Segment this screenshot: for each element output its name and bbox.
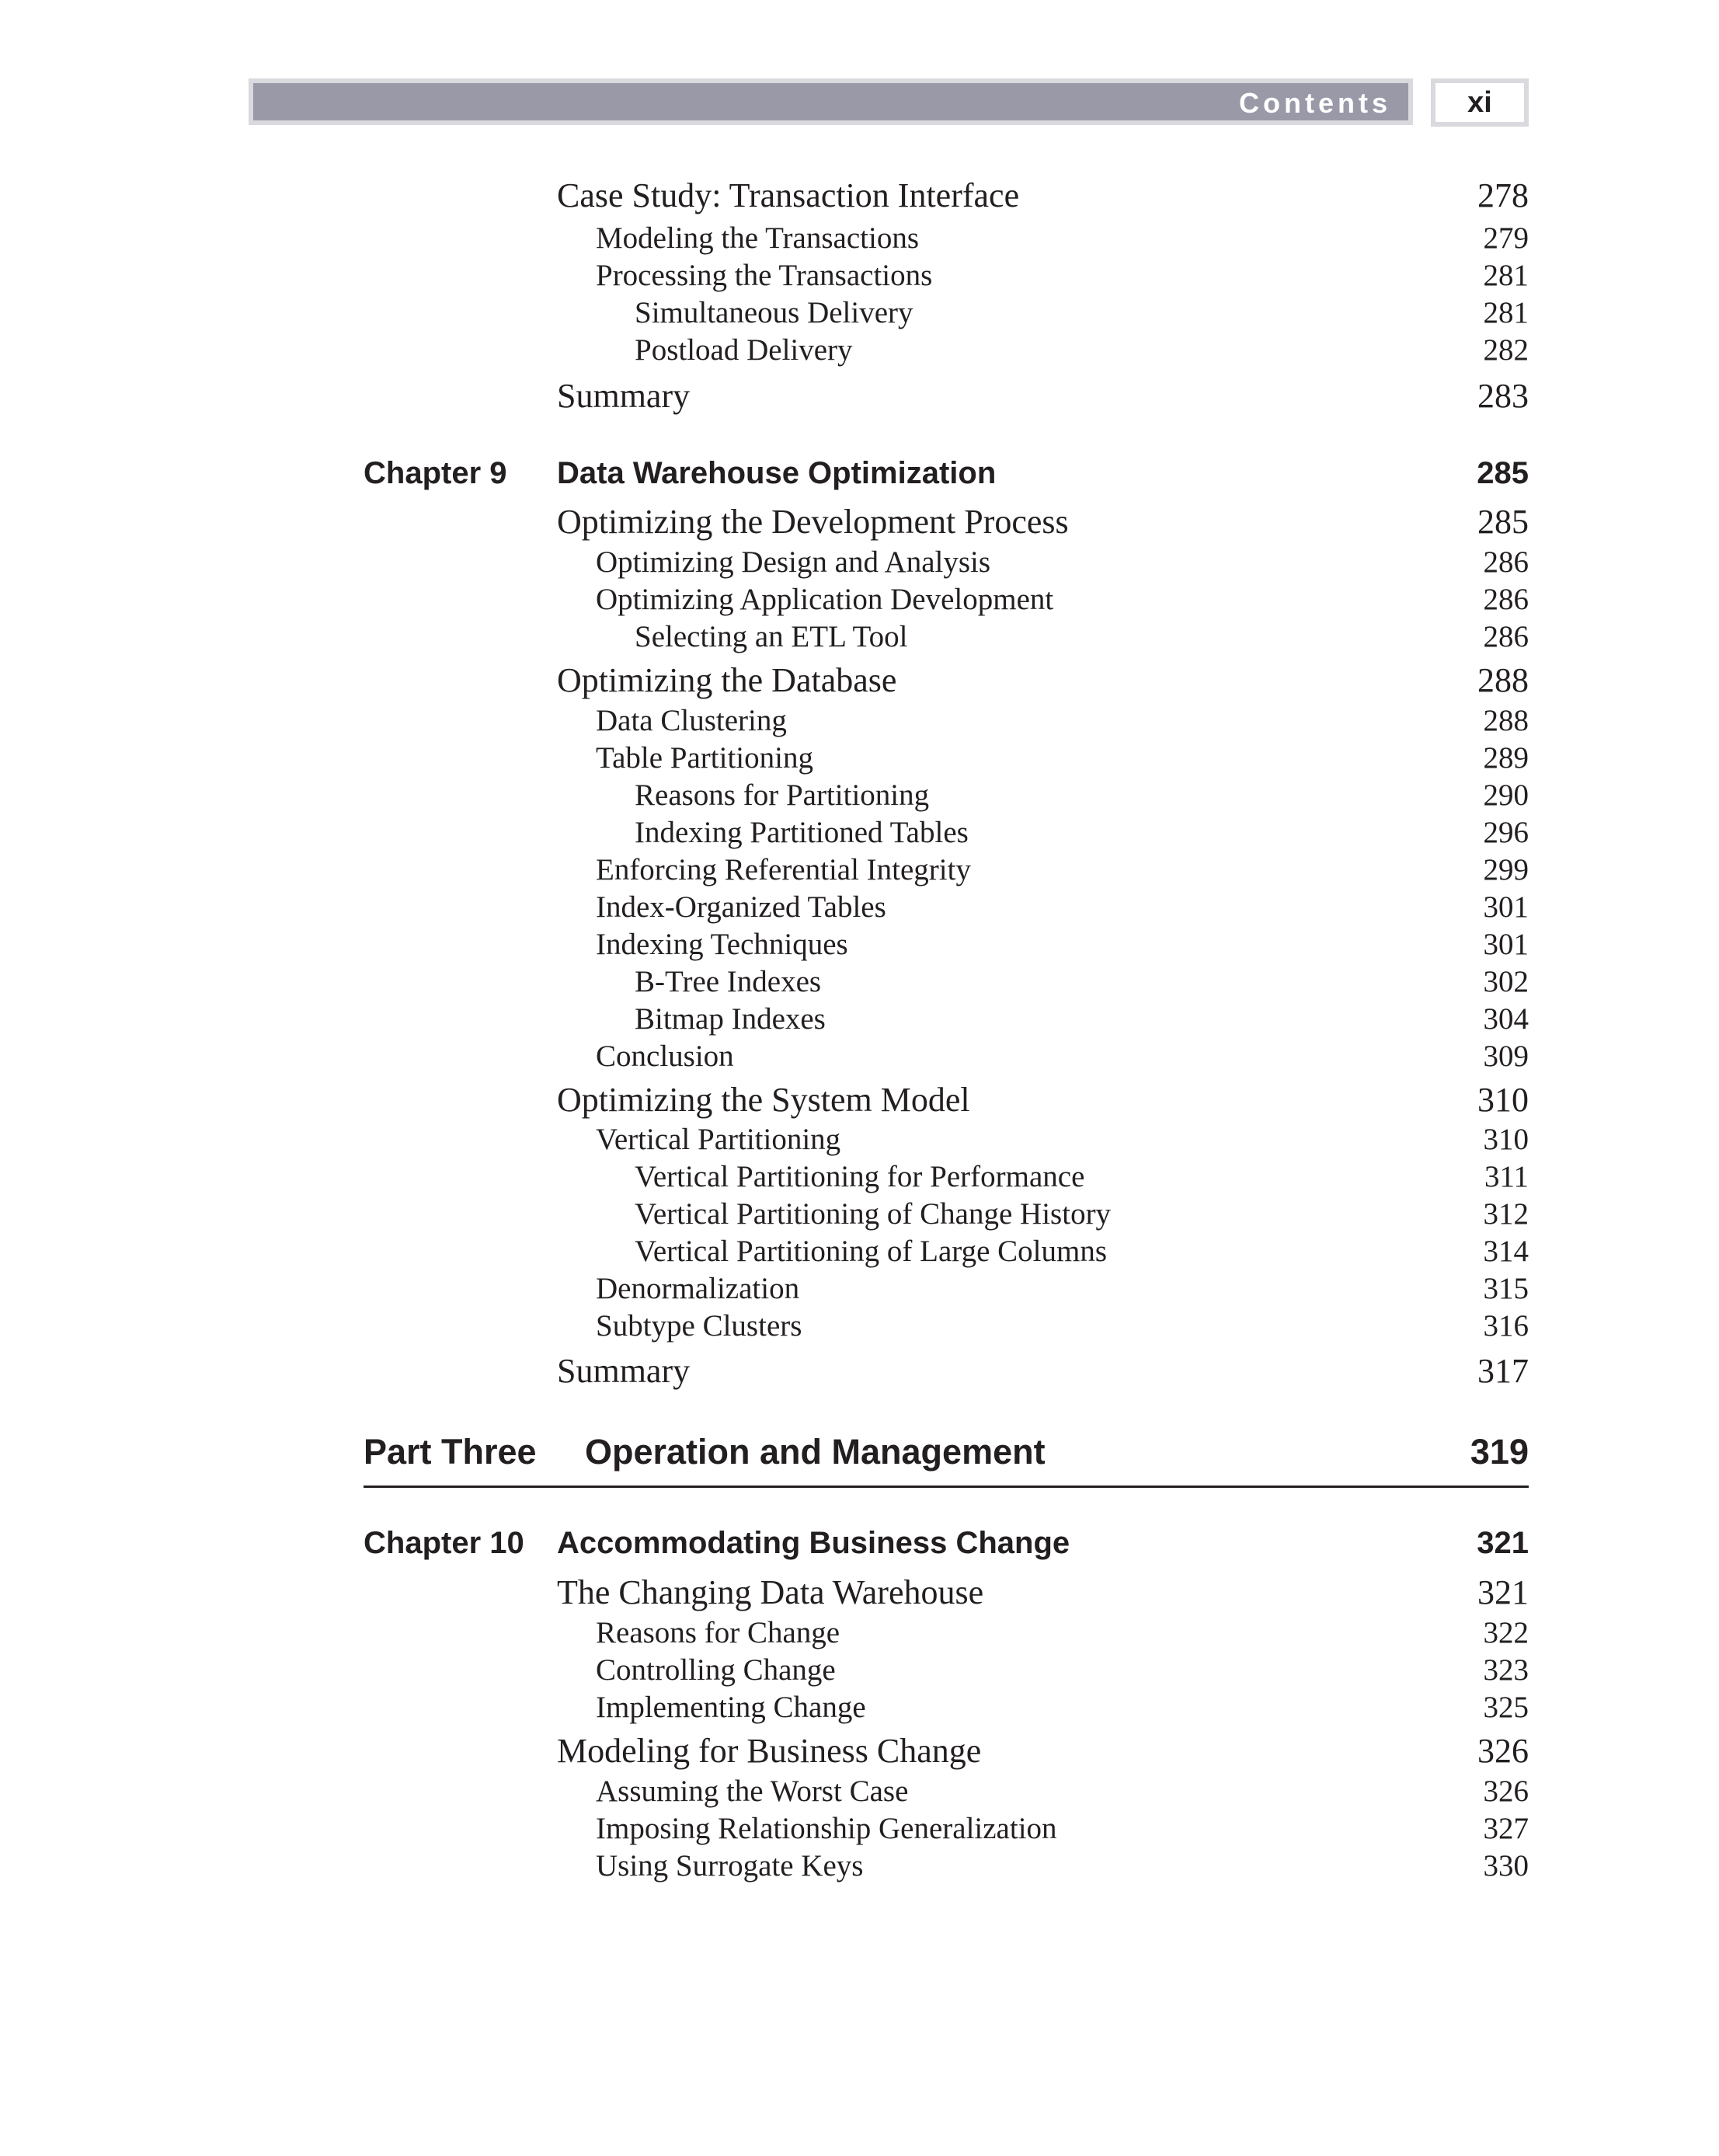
toc-entry-level-2[interactable]: [596, 1615, 1529, 1650]
toc-entry-page: 283: [1477, 377, 1529, 415]
toc-chapter-heading[interactable]: [557, 456, 1529, 491]
toc-entry-level-2[interactable]: [596, 1690, 1529, 1725]
toc-entry-title: Data Clustering: [596, 704, 787, 737]
toc-entry-title: Indexing Techniques: [596, 928, 848, 961]
toc-entry-title: Table Partitioning: [596, 741, 813, 775]
toc-entry-page: 281: [1483, 296, 1529, 329]
toc-entry-level-3[interactable]: [635, 1001, 1529, 1036]
toc-entry-page: 301: [1483, 890, 1529, 924]
toc-entry-level-3[interactable]: [635, 333, 1529, 367]
chapter-label: Chapter 10: [364, 1526, 524, 1560]
toc-entry-title: Subtype Clusters: [596, 1309, 802, 1343]
toc-entry-level-3[interactable]: [635, 815, 1529, 850]
toc-entry-title: Postload Delivery: [635, 333, 853, 367]
toc-entry-page: 282: [1483, 333, 1529, 367]
toc-entry-level-3[interactable]: [635, 964, 1529, 999]
toc-entry-page: 286: [1483, 620, 1529, 653]
toc-entry-title: Summary: [557, 377, 691, 415]
toc-entry-page: 317: [1477, 1352, 1529, 1390]
toc-entry-title: Denormalization: [596, 1272, 800, 1305]
toc-entry-level-2[interactable]: [596, 1653, 1529, 1688]
toc-entry-page: 323: [1483, 1653, 1529, 1687]
toc-entry-page: 310: [1477, 1081, 1529, 1119]
toc-entry-level-2[interactable]: [596, 1122, 1529, 1157]
toc-entry-page: 325: [1483, 1691, 1529, 1724]
toc-entry-page: 289: [1483, 741, 1529, 775]
toc-entry-level-3[interactable]: [635, 619, 1529, 654]
chapter-label: Chapter 9: [364, 456, 507, 490]
toc-entry-title: Enforcing Referential Integrity: [596, 853, 971, 886]
toc-entry-page: 330: [1483, 1849, 1529, 1883]
part-divider-rule: [364, 1486, 1529, 1488]
toc-entry-title: Vertical Partitioning: [596, 1123, 841, 1156]
toc-entry-page: 281: [1483, 259, 1529, 292]
toc-entry-title: Index-Organized Tables: [596, 890, 886, 924]
toc-entry-level-3[interactable]: [635, 778, 1529, 813]
toc-entry-level-2[interactable]: [596, 221, 1529, 256]
toc-entry-level-2[interactable]: [596, 545, 1529, 580]
toc-entry-page: 286: [1483, 545, 1529, 579]
toc-entry-level-3[interactable]: [635, 1159, 1529, 1194]
part-page: 319: [1470, 1432, 1529, 1472]
toc-entry-page: 314: [1483, 1235, 1529, 1268]
toc-entry-level-2[interactable]: [596, 890, 1529, 925]
toc-entry-title: B-Tree Indexes: [635, 965, 822, 998]
toc-entry-title: Vertical Partitioning of Change History: [635, 1197, 1112, 1231]
toc-entry-title: Selecting an ETL Tool: [635, 620, 908, 653]
toc-entry-level-1[interactable]: [557, 1351, 1529, 1391]
toc-entry-page: 327: [1483, 1812, 1529, 1845]
toc-entry-level-1[interactable]: [557, 1080, 1529, 1120]
toc-entry-level-2[interactable]: [596, 852, 1529, 887]
toc-entry-page: 322: [1483, 1616, 1529, 1649]
toc-entry-page: 285: [1477, 503, 1529, 541]
toc-entry-level-3[interactable]: [635, 295, 1529, 330]
toc-entry-level-2[interactable]: [596, 582, 1529, 617]
toc-entry-level-1[interactable]: [557, 176, 1529, 215]
toc-entry-page: 299: [1483, 853, 1529, 886]
toc-entry-title: Simultaneous Delivery: [635, 296, 913, 329]
page-number: xi: [1431, 78, 1529, 127]
toc-entry-page: 278: [1477, 176, 1529, 214]
toc-entry-title: Indexing Partitioned Tables: [635, 816, 969, 849]
toc-entry-level-2[interactable]: [596, 927, 1529, 962]
toc-entry-page: 279: [1483, 221, 1529, 255]
toc-entry-page: 286: [1483, 583, 1529, 616]
toc-entry-level-1[interactable]: [557, 1731, 1529, 1771]
toc-entry-level-2[interactable]: [596, 258, 1529, 293]
toc-part-heading[interactable]: [585, 1432, 1529, 1472]
toc-entry-title: The Changing Data Warehouse: [557, 1573, 984, 1611]
chapter-page: 285: [1477, 456, 1529, 490]
toc-entry-title: Imposing Relationship Generalization: [596, 1812, 1057, 1845]
toc-entry-page: 326: [1483, 1775, 1529, 1808]
toc-entry-title: Reasons for Partitioning: [635, 778, 930, 812]
toc-entry-title: Optimizing the Database: [557, 661, 897, 699]
toc-entry-page: 326: [1477, 1732, 1529, 1770]
part-label: Part Three: [364, 1432, 537, 1472]
part-title: Operation and Management: [585, 1432, 1046, 1472]
chapter-title: Data Warehouse Optimization: [557, 456, 997, 490]
chapter-page: 321: [1477, 1526, 1529, 1560]
toc-entry-level-1[interactable]: [557, 502, 1529, 542]
toc-entry-page: 296: [1483, 816, 1529, 849]
toc-entry-title: Optimizing Design and Analysis: [596, 545, 991, 579]
toc-entry-level-2[interactable]: [596, 1774, 1529, 1809]
toc-entry-title: Optimizing Application Development: [596, 583, 1054, 616]
toc-entry-level-1[interactable]: [557, 376, 1529, 416]
toc-entry-page: 288: [1477, 661, 1529, 699]
toc-entry-page: 312: [1483, 1197, 1529, 1231]
toc-entry-title: Vertical Partitioning of Large Columns: [635, 1235, 1108, 1268]
toc-entry-title: Implementing Change: [596, 1691, 866, 1724]
toc-entry-title: Optimizing the Development Process: [557, 503, 1069, 541]
toc-chapter-heading[interactable]: [557, 1526, 1529, 1561]
toc-entry-page: 309: [1483, 1040, 1529, 1073]
toc-entry-title: Processing the Transactions: [596, 259, 933, 292]
toc-entry-title: Reasons for Change: [596, 1616, 840, 1649]
toc-entry-level-2[interactable]: [596, 740, 1529, 775]
toc-entry-level-2[interactable]: [596, 1039, 1529, 1074]
toc-entry-page: 316: [1483, 1309, 1529, 1343]
toc-entry-level-3[interactable]: [635, 1196, 1529, 1231]
toc-entry-page: 290: [1483, 778, 1529, 812]
toc-entry-level-2[interactable]: [596, 703, 1529, 738]
toc-entry-title: Summary: [557, 1352, 691, 1390]
toc-entry-page: 288: [1483, 704, 1529, 737]
toc-entry-page: 310: [1483, 1123, 1529, 1156]
running-header-label: Contents: [1239, 87, 1391, 119]
toc-entry-title: Controlling Change: [596, 1653, 836, 1687]
toc-entry-level-2[interactable]: [596, 1308, 1529, 1343]
toc-entry-page: 311: [1484, 1160, 1529, 1193]
chapter-title: Accommodating Business Change: [557, 1526, 1070, 1560]
toc-entry-title: Using Surrogate Keys: [596, 1849, 864, 1883]
toc-entry-level-1[interactable]: [557, 1573, 1529, 1612]
toc-entry-page: 304: [1483, 1002, 1529, 1036]
toc-entry-level-2[interactable]: [596, 1848, 1529, 1883]
toc-entry-title: Vertical Partitioning for Performance: [635, 1160, 1085, 1193]
running-header-bar: [249, 78, 1413, 125]
toc-entry-title: Bitmap Indexes: [635, 1002, 826, 1036]
toc-entry-title: Modeling the Transactions: [596, 221, 919, 255]
toc-entry-page: 315: [1483, 1272, 1529, 1305]
toc-entry-title: Conclusion: [596, 1040, 734, 1073]
toc-entry-page: 301: [1483, 928, 1529, 961]
toc-entry-title: Case Study: Transaction Interface: [557, 176, 1020, 214]
toc-entry-level-1[interactable]: [557, 660, 1529, 700]
toc-entry-page: 302: [1483, 965, 1529, 998]
toc-entry-title: Modeling for Business Change: [557, 1732, 982, 1770]
toc-entry-level-3[interactable]: [635, 1234, 1529, 1269]
toc-entry-title: Optimizing the System Model: [557, 1081, 970, 1119]
toc-entry-level-2[interactable]: [596, 1811, 1529, 1846]
toc-entry-page: 321: [1477, 1573, 1529, 1611]
toc-entry-level-2[interactable]: [596, 1271, 1529, 1306]
toc-entry-title: Assuming the Worst Case: [596, 1775, 909, 1808]
